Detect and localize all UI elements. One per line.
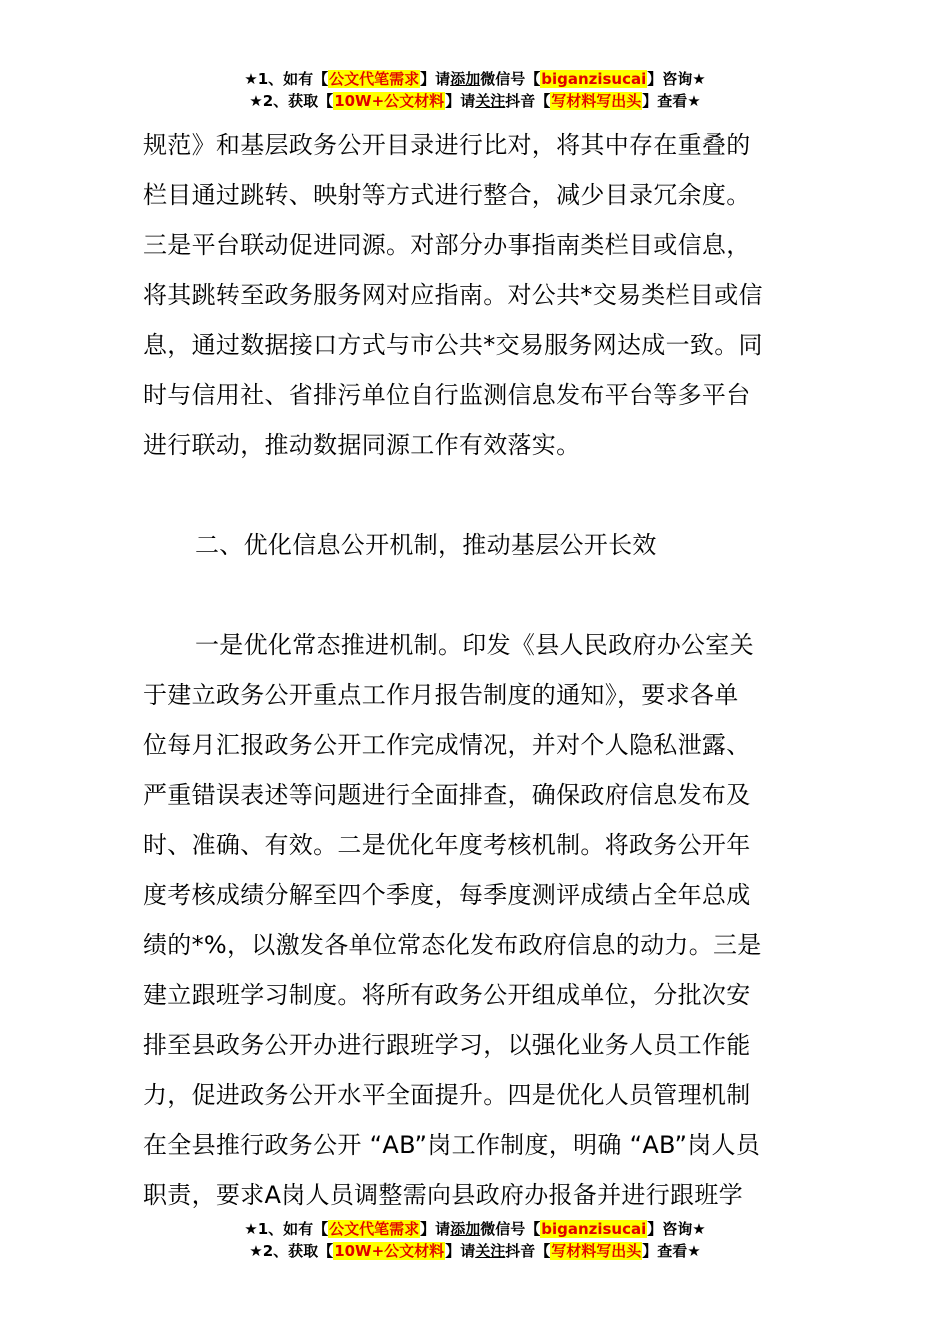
text-line: 栏目通过跳转、映射等方式进行整合，减少目录冗余度。	[143, 181, 751, 209]
text-line: 在全县推行政务公开 “AB”岗工作制度，明确 “AB”岗人员	[143, 1131, 761, 1159]
document-body	[143, 120, 808, 1220]
text-line: 职责，要求A岗人员调整需向县政府办报备并进行跟班学	[143, 1181, 743, 1209]
highlight-materials: 10W+公文材料	[334, 92, 445, 110]
text-line: 息，通过数据接口方式与市公共*交易服务网达成一致。同	[143, 331, 763, 359]
text-line: 三是平台联动促进同源。对部分办事指南类栏目或信息，	[143, 231, 751, 259]
text-line: 排至县政务公开办进行跟班学习，以强化业务人员工作能	[143, 1031, 751, 1059]
text-line: 绩的*%，以激发各单位常态化发布政府信息的动力。三是	[143, 931, 762, 959]
section-heading: 二、优化信息公开机制，推动基层公开长效	[195, 531, 657, 559]
banner-line-2: ★2、获取【10W+公文材料】请关注抖音【写材料写出头】查看★	[249, 1242, 701, 1260]
highlight-service: 公文代笔需求	[329, 1220, 420, 1238]
bottom-banner	[0, 1218, 950, 1262]
text-line: 严重错误表述等问题进行全面排查，确保政府信息发布及	[143, 781, 751, 809]
text-line: 一是优化常态推进机制。印发《县人民政府办公室关	[195, 631, 754, 659]
text-line: 建立跟班学习制度。将所有政务公开组成单位，分批次安	[143, 981, 751, 1009]
highlight-materials: 10W+公文材料	[334, 1242, 445, 1260]
top-banner	[0, 68, 950, 112]
text-line: 力，促进政务公开水平全面提升。四是优化人员管理机制	[143, 1081, 751, 1109]
banner-line-1: ★1、如有【公文代笔需求】请添加微信号【biganzisucai】咨询★	[244, 1220, 706, 1238]
banner-line-2: ★2、获取【10W+公文材料】请关注抖音【写材料写出头】查看★	[249, 92, 701, 110]
spacer	[143, 470, 808, 520]
text-line: 时与信用社、省排污单位自行监测信息发布平台等多平台	[143, 381, 751, 409]
text-line: 度考核成绩分解至四个季度，每季度测评成绩占全年总成	[143, 881, 751, 909]
banner-line-1: ★1、如有【公文代笔需求】请添加微信号【biganzisucai】咨询★	[244, 70, 706, 88]
text-line: 进行联动，推动数据同源工作有效落实。	[143, 431, 581, 459]
text-line: 时、准确、有效。二是优化年度考核机制。将政务公开年	[143, 831, 751, 859]
highlight-douyin: 写材料写出头	[551, 1242, 642, 1260]
highlight-service: 公文代笔需求	[329, 70, 420, 88]
text-line: 将其跳转至政务服务网对应指南。对公共*交易类栏目或信	[143, 281, 763, 309]
text-line: 规范》和基层政务公开目录进行比对，将其中存在重叠的	[143, 131, 751, 159]
text-line: 于建立政务公开重点工作月报告制度的通知》，要求各单	[143, 681, 739, 709]
spacer	[143, 570, 808, 620]
highlight-wechat-id: biganzisucai	[541, 1220, 647, 1238]
highlight-wechat-id: biganzisucai	[541, 70, 647, 88]
text-line: 位每月汇报政务公开工作完成情况，并对个人隐私泄露、	[143, 731, 751, 759]
highlight-douyin: 写材料写出头	[551, 92, 642, 110]
